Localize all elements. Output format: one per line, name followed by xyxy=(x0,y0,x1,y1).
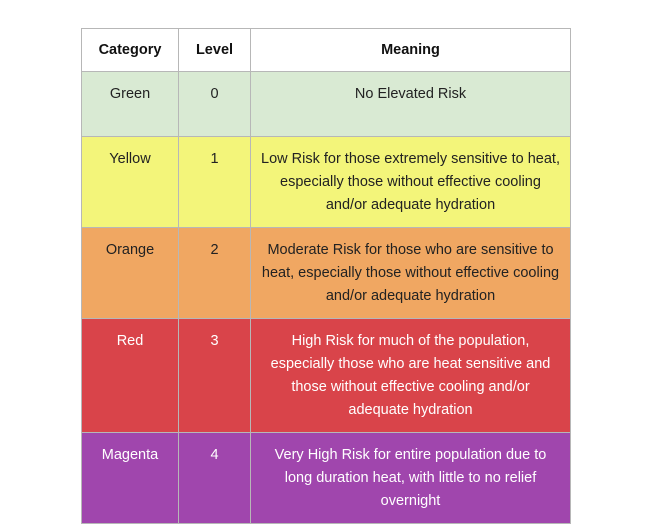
category-cell: Red xyxy=(82,319,179,433)
level-cell: 3 xyxy=(179,319,251,433)
level-cell: 1 xyxy=(179,137,251,228)
category-cell: Orange xyxy=(82,228,179,319)
meaning-cell: High Risk for much of the population, especially those who are heat sensitive and those without effective cooling and/or adequate hydration xyxy=(251,319,571,433)
category-cell: Yellow xyxy=(82,137,179,228)
meaning-cell: Very High Risk for entire population due to long duration heat, with little to no relief overnight xyxy=(251,433,571,524)
heat-risk-table xyxy=(81,28,571,524)
meaning-cell: Moderate Risk for those who are sensitive to heat, especially those without effective cooling and/or adequate hydration xyxy=(251,228,571,319)
header-level: Level xyxy=(179,29,251,72)
table-header-row xyxy=(82,29,571,72)
level-cell: 2 xyxy=(179,228,251,319)
meaning-cell: Low Risk for those extremely sensitive to heat, especially those without effective cooling and/or adequate hydration xyxy=(251,137,571,228)
header-meaning: Meaning xyxy=(251,29,571,72)
header-category: Category xyxy=(82,29,179,72)
table-row-green xyxy=(82,72,571,137)
table-row-magenta xyxy=(82,433,571,524)
level-cell: 4 xyxy=(179,433,251,524)
level-cell: 0 xyxy=(179,72,251,137)
category-cell: Green xyxy=(82,72,179,137)
category-cell: Magenta xyxy=(82,433,179,524)
table-row-yellow xyxy=(82,137,571,228)
meaning-cell: No Elevated Risk xyxy=(251,72,571,137)
table-row-red xyxy=(82,319,571,433)
table-row-orange xyxy=(82,228,571,319)
